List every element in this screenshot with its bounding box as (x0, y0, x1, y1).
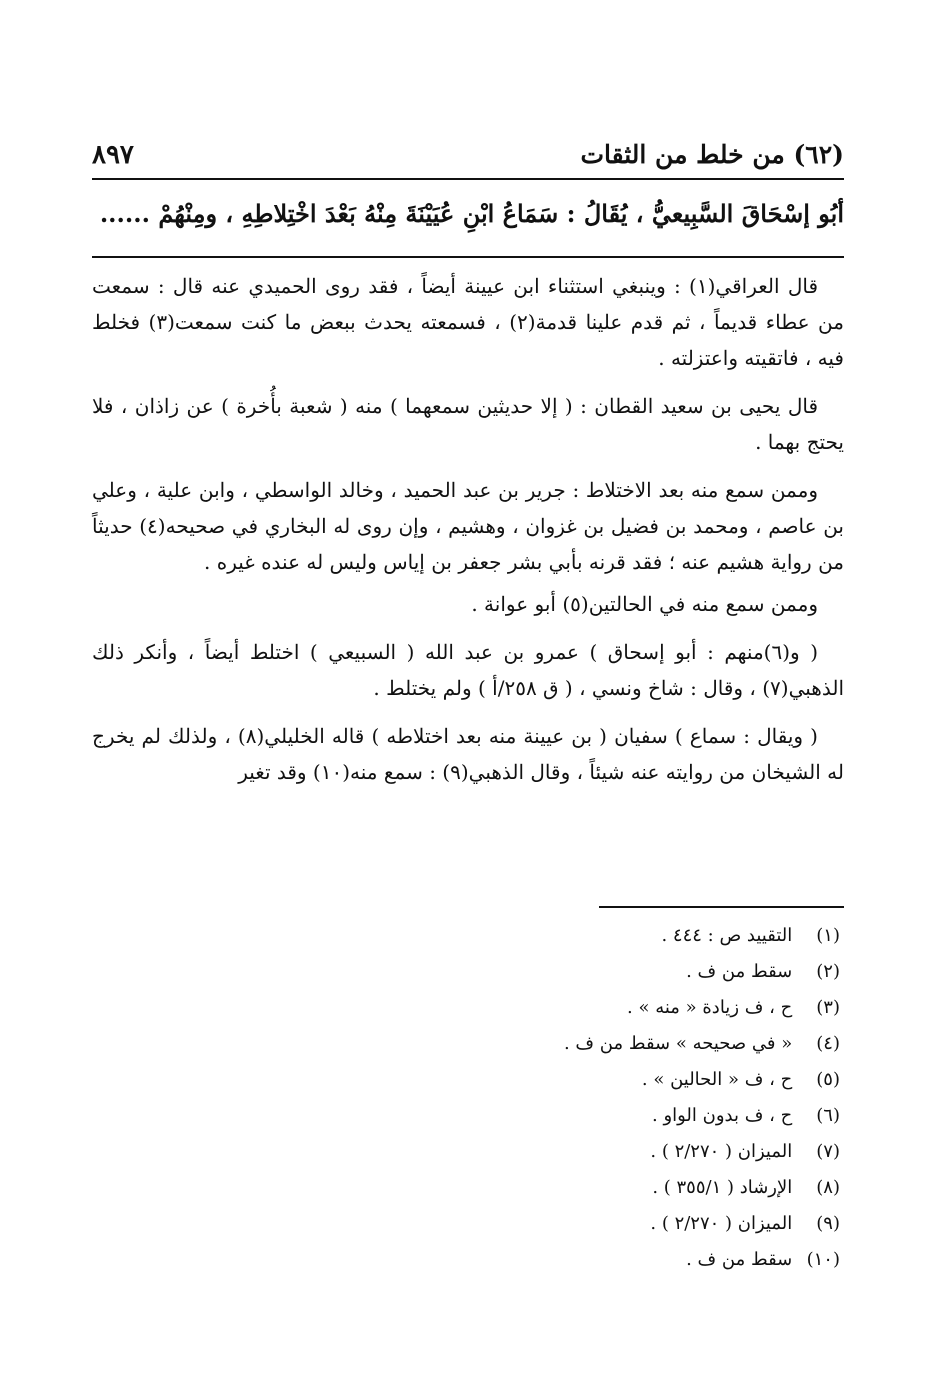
footnote-item (300, 954, 840, 990)
footnote-number: (٩) (816, 1213, 840, 1234)
footnote-item (300, 990, 840, 1026)
running-title: (٦٢) من خلط من الثقات (580, 140, 844, 169)
footnotes (300, 918, 840, 1268)
footnote-text: التقييد ص : ٤٤٤ . (661, 925, 793, 946)
footnote-text: « في صحيحه » سقط من ف . (563, 1033, 793, 1054)
footnote-number: (١) (816, 925, 840, 946)
matn-divider (92, 256, 844, 258)
footnote-text: سقط من ف . (686, 961, 793, 982)
footnote-number: (٣) (816, 997, 840, 1018)
footnote-item (300, 1134, 840, 1170)
footnote-item (300, 1026, 840, 1062)
paragraph-ibn-uyayna: ( ويقال : سماع ) سفيان ( بن عيينة منه بعد اختلاطه ) قاله الخليلي(٨) ، ولذلك لم يخرج له الشيخان من روايته عنه شيئاً ، وقال الذهبي(٩) : سمع منه(١٠) وقد تغير (92, 724, 844, 784)
footnote-text: سقط من ف . (686, 1249, 793, 1270)
paragraph-after-ikhtilat: وممن سمع منه بعد الاختلاط : جرير بن عبد الحميد ، وخالد الواسطي ، وابن علية ، وعلي بن عاصم ، ومحمد بن فضيل بن غزوان ، وهشيم ، وإن روى له البخاري في صحيحه(٤) حديثاً من رواية هشيم عنه ؛ فقد قرنه بأبي بشر جعفر بن إياس وليس له عنده غيره . (92, 478, 845, 574)
footnote-divider (599, 906, 844, 908)
footnote-text: ح ، ف « الحالين » . (641, 1069, 793, 1090)
footnote-number: (٢) (816, 961, 840, 982)
page-number: ٨٩٧ (92, 140, 134, 170)
footnote-text: ح ، ف زيادة « منه » . (627, 997, 793, 1018)
footnote-number: (٧) (816, 1141, 840, 1162)
footnote-number: (٦) (816, 1105, 840, 1126)
footnote-item (300, 1098, 840, 1134)
paragraph-both-states: وممن سمع منه في الحالتين(٥) أبو عوانة . (471, 592, 818, 616)
footnote-item (300, 918, 840, 954)
footnote-text: الميزان ( ٢/٢٧٠ ) . (650, 1141, 793, 1162)
commentary-body (92, 268, 844, 900)
footnote-number: (١٠) (806, 1249, 840, 1270)
footnote-item (300, 1062, 840, 1098)
footnote-text: ح ، ف بدون الواو . (652, 1105, 793, 1126)
footnote-text: الميزان ( ٢/٢٧٠ ) . (650, 1213, 793, 1234)
footnote-number: (٥) (816, 1069, 840, 1090)
footnote-number: (٨) (816, 1177, 840, 1198)
footnote-item (300, 1170, 840, 1206)
footnote-number: (٤) (816, 1033, 840, 1054)
paragraph-iraqi: قال العراقي(١) : وينبغي استثناء ابن عيينة أيضاً ، فقد روى الحميدي عنه قال : سمعت من عطاء قديماً ، ثم قدم علينا قدمة(٢) ، فسمعته يحدث ببعض ما كنت سمعت(٣) فخلط فيه ، فاتقيته واعتزلته . (92, 274, 844, 370)
footnote-text: الإرشاد ( ٣٥٥/١ ) . (652, 1177, 793, 1198)
footnote-item (300, 1242, 840, 1278)
matn-verse: أبُو إسْحَاقَ السَّبِيعيُّ ، يُقَالُ : سَمَاعُ ابْنِ عُيَيْنَةَ مِنْهُ بَعْدَ اخْتِلاطِهِ ، ومِنْهُمْ ...... (99, 199, 844, 228)
paragraph-abu-ishaq: ( و(٦)منهم : أبو إسحاق ) عمرو بن عبد الله ( السبيعي ) اختلط أيضاً ، وأنكر ذلك الذهبي(٧) ، وقال : شاخ ونسي ، ( ق ٢٥٨/أ ) ولم يختلط . (92, 640, 844, 700)
footnote-item (300, 1206, 840, 1242)
paragraph-qattan: قال يحيى بن سعيد القطان : ( إلا حديثين سمعهما ) منه ( شعبة بأُخرة ) عن زاذان ، فلا يحتج بهما . (92, 394, 844, 454)
page-header (92, 138, 844, 180)
